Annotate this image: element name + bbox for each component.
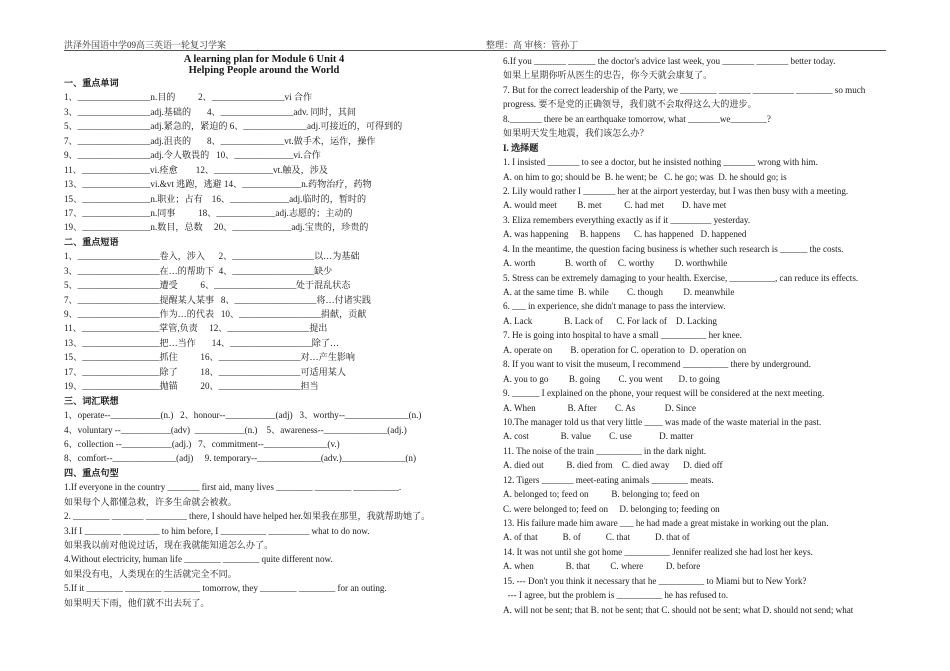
- list-item: 11、_________________掌管,负责 12、__________________提出: [64, 323, 328, 334]
- list-item: 4.Without electricity, human life ________ ________ quite different now.: [64, 554, 333, 565]
- options-line: A. at the same time B. while C. though D. meanwhile: [503, 287, 735, 297]
- list-item: 如果明天下雨，他们就不出去玩了。: [64, 597, 210, 608]
- vocab-heading: 一、重点单词: [64, 78, 119, 88]
- question-line: 6. ___ in experience, she didn't manage to pass the interview.: [503, 301, 726, 312]
- association-list: [64, 408, 464, 466]
- choice-heading: I. 选择题: [503, 142, 539, 153]
- list-item: 4、voluntary --___________(adv) ___________(n.) 5、awareness--______________(adj.): [64, 424, 407, 435]
- doc-title-line2: Helping People around the World: [188, 65, 340, 76]
- list-item: 17、_________________除了 18、__________________可适用某人: [64, 366, 346, 377]
- question-line: 2. Lily would rather I _______ her at the airport yesterday, but I was then busy with a meeting.: [503, 185, 849, 196]
- list-item: 3、________________adj.基础的 4、________________adv. 同时，其间: [64, 106, 356, 117]
- question-line: 4. In the meantime, the question facing business is whether such research is ______ the costs.: [503, 243, 844, 254]
- options-line: A. will not be sent; that B. not be sent; that C. should not be sent; what D. should not send; what: [503, 604, 854, 615]
- options-line: A. of that B. of C. that D. that of: [503, 532, 690, 543]
- list-item: 如果每个人都懂急救，许多生命就会被救。: [64, 496, 237, 507]
- options-line: A. When B. After C. As D. Since: [503, 402, 697, 413]
- list-item: 6、collection --___________(adj.) 7、commitment--______________(v.): [64, 438, 340, 449]
- options-line: A. was happening B. happens C. has happened D. happened: [503, 229, 747, 240]
- question-line: 8. If you want to visit the museum, I recommend __________ there by underground.: [503, 359, 811, 370]
- list-item: 5.If it ________ ________ ________ tomorrow, they ________ ________ for an outing.: [64, 583, 387, 594]
- left-column: [64, 54, 464, 610]
- list-item: 5、__________________遭受 6、__________________处于混乱状态: [64, 280, 351, 291]
- question-line: --- I agree, but the problem is __________ he has refused to.: [503, 590, 729, 601]
- header-rule: [64, 50, 886, 51]
- list-item: 7、________________adj.沮丧的 8、______________vt.做手术，运作，操作: [64, 135, 376, 146]
- options-line: C. were belonged to; feed on D. belonging to; feeding on: [503, 503, 720, 514]
- options-line: A. cost B. value C. use D. matter: [503, 431, 694, 442]
- options-line: A. belonged to; feed on B. belonging to; feed on: [503, 489, 700, 500]
- question-line: 13. His failure made him aware ___ he had made a great mistake in working out the plan.: [503, 518, 829, 528]
- association-heading: 三、词汇联想: [64, 395, 119, 406]
- sentence-list: [64, 480, 464, 610]
- question-line: 12. Tigers _______ meet-eating animals ________ meats.: [503, 474, 714, 485]
- question-line: 10.The manager told us that very little ____ was made of the waste material in the past.: [503, 416, 822, 427]
- choice-list: [503, 155, 888, 617]
- list-item: 3.If I ________ ________ to him before, I __________ _________ what to do now.: [64, 525, 370, 536]
- options-line: A. operate on B. operation for C. operation to D. operation on: [503, 344, 747, 355]
- list-item: 11、_______________vi.痊愈 12、_____________vt.触及，涉及: [64, 164, 328, 175]
- list-item: 7、__________________提醒某人某事 8、__________________将…付诸实践: [64, 294, 371, 305]
- question-line: 5. Stress can be extremely damaging to your health. Exercise, __________, can reduce its effects.: [503, 272, 859, 283]
- phrase-heading: 二、重点短语: [64, 236, 119, 247]
- question-line: 11. The noise of the train __________ in the dark night.: [503, 445, 707, 456]
- header-editor-credits: 整理：高 审核：管孙丁: [486, 40, 579, 50]
- list-item: 6.If you _______ ______ the doctor's advice last week, you _______ _______ better today.: [503, 56, 836, 66]
- list-item: 13、_______________vi.&vt 逃跑，逃避 14、_____________n.药物治疗，药物: [64, 179, 372, 190]
- options-line: A. died out B. died from C. died away D. died off: [503, 460, 723, 471]
- vocab-list: [64, 90, 464, 234]
- question-line: 3. Eliza remembers everything exactly as if it _________ yesterday.: [503, 214, 751, 225]
- question-line: 1. I insisted _______ to see a doctor, but he insisted nothing _______ wrong with him.: [503, 157, 818, 168]
- list-item: 7. But for the correct leadership of the Party, we ________ _______ _________ ________ so much: [503, 84, 866, 95]
- list-item: 1、________________n.目的 2、________________vi 合作: [64, 92, 313, 103]
- list-item: 9、__________________作为…的代表 10、__________________捐献，贡献: [64, 309, 367, 319]
- options-line: A. when B. that C. where D. before: [503, 561, 701, 572]
- list-item: 5、________________adj.紧急的，紧迫的 6、______________adj.可接近的，可得到的: [64, 121, 403, 132]
- list-item: progress. 要不是党的正确领导，我们就不会取得这么大的进步。: [503, 99, 757, 110]
- list-item: 8._______ there be an earthquake tomorrow, what _______we________?: [503, 113, 771, 124]
- question-line: 14. It was not until she got home __________ Jennifer realized she had lost her keys.: [503, 546, 813, 557]
- list-item: 如果上星期你听从医生的忠告，你今天就会康复了。: [503, 70, 713, 81]
- header-school-title: 洪泽外国语中学09高三英语一轮复习学案: [64, 40, 227, 50]
- question-line: 9. ______ I explained on the phone, your request will be considered at the next meeting.: [503, 388, 825, 399]
- list-item: 1.If everyone in the country _______ first aid, many lives ________ ________ __________.: [64, 482, 402, 493]
- right-column: [503, 54, 888, 617]
- question-line: 15. --- Don't you think it necessary that he __________ to Miami but to New York?: [503, 575, 807, 586]
- doc-title-line1: A learning plan for Module 6 Unit 4: [183, 54, 345, 65]
- options-line: A. Lack B. Lack of C. For lack of D. Lacking: [503, 315, 717, 326]
- list-item: 15、_______________n.职业；占有 16、_____________adj.临时的，暂时的: [64, 193, 367, 204]
- list-item: 8、comfort--______________(adj) 9. temporary--______________(adv.)______________(n): [64, 453, 416, 464]
- list-item: 19、_________________抛锚 20、__________________担当: [64, 381, 319, 392]
- list-item: 2. ________ _______ _________ there, I should have helped her.如果我在那里，我就帮助她了。: [64, 511, 431, 522]
- sentence-heading: 四、重点句型: [64, 467, 119, 478]
- list-item: 如果没有电，人类现在的生活就完全不同。: [64, 568, 237, 579]
- list-item: 17、_______________n.同事 18、_____________adj.志愿的；主动的: [64, 207, 353, 218]
- list-item: 19、_______________n.数目，总数 20、_____________adj.宝贵的，珍贵的: [64, 222, 369, 233]
- list-item: 13、_________________把…当作 14、__________________除了…: [64, 337, 340, 348]
- list-item: 9、________________adj.令人敬畏的 10、_____________vi.合作: [64, 150, 321, 161]
- list-item: 3、__________________在…的帮助下 4、__________________缺少: [64, 265, 333, 276]
- sentence-list-continued: [503, 54, 888, 141]
- question-line: 7. He is going into hospital to have a small __________ her knee.: [503, 330, 742, 341]
- list-item: 15、_________________抓住 16、__________________对…产生影响: [64, 352, 356, 363]
- options-line: A. on him to go; should be B. he went; be C. he go; was D. he should go; is: [503, 171, 787, 182]
- list-item: 1、__________________卷入，涉入 2、__________________以…为基础: [64, 251, 360, 262]
- phrase-list: [64, 249, 464, 393]
- list-item: 1、operate--___________(n.) 2、honour--___________(adj) 3、worthy--______________(n.): [64, 410, 422, 421]
- list-item: 如果我以前对他说过话，现在我就能知道怎么办了。: [64, 540, 274, 550]
- options-line: A. would meet B. met C. had met D. have met: [503, 200, 727, 211]
- list-item: 如果明天发生地震，我们该怎么办？: [503, 128, 649, 139]
- options-line: A. worth B. worth of C. worthy D. worthwhile: [503, 258, 728, 269]
- options-line: A. you to go B. going C. you went D. to going: [503, 373, 720, 384]
